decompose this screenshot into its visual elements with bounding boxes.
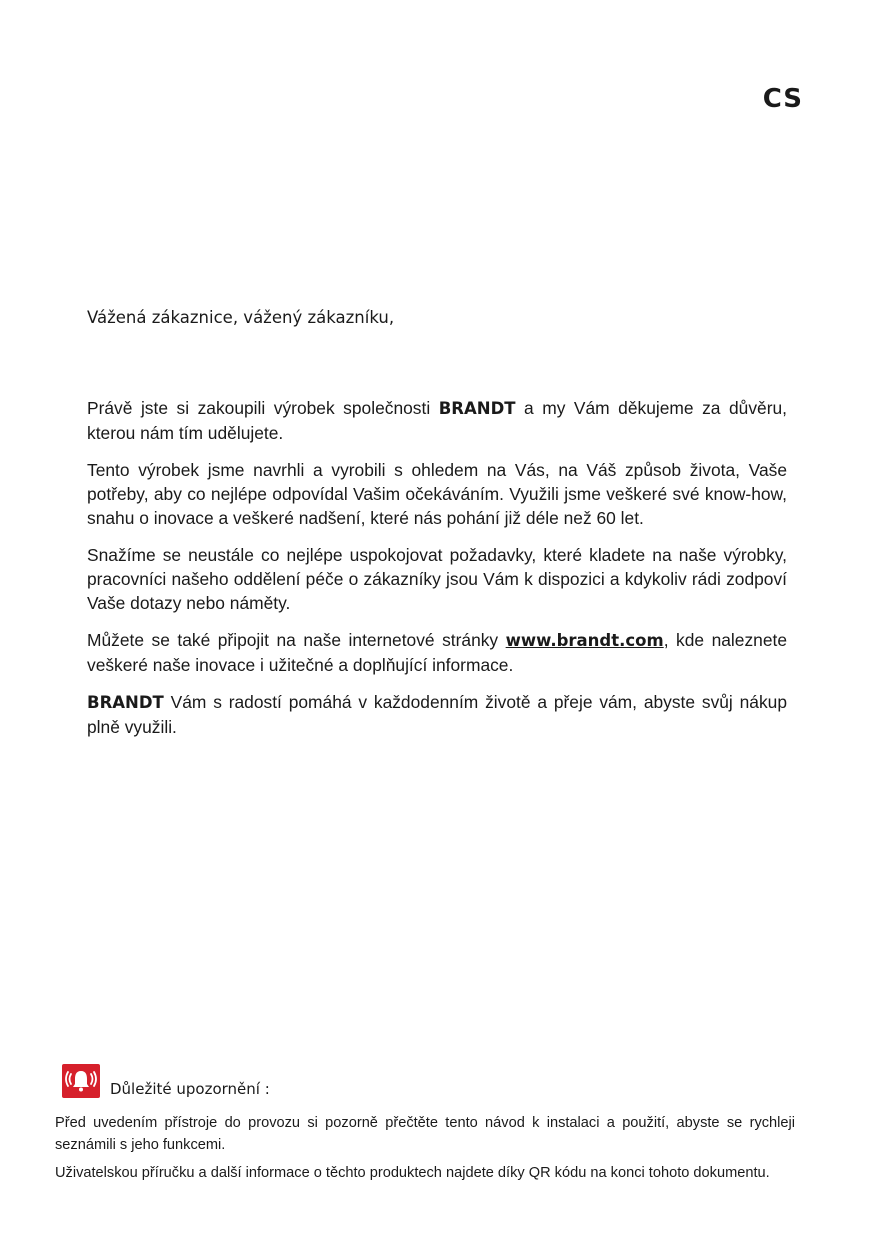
p4-text-a: Můžete se také připojit na naše internetové stránky — [87, 630, 506, 650]
notice-title: Důležité upozornění : — [110, 1080, 270, 1098]
important-notice — [55, 1060, 802, 1190]
paragraph-2: Tento výrobek jsme navrhli a vyrobili s ohledem na Vás, na Váš způsob života, Vaše potřeby, aby co nejlépe odpovídal Vašim očekáváním. Využili jsme veškeré své know-how, snahu o inovace a veškeré nadšení, které nás pohání již déle než 60 let. — [87, 460, 787, 528]
paragraph-1 — [87, 396, 787, 445]
p5-text-b: Vám s radostí pomáhá v každodenním životě a přeje vám, abyste svůj nákup plně využili. — [87, 692, 787, 737]
p4-text-b: , kde naleznete veškeré naše inovace i užitečné a doplňující informace. — [87, 630, 787, 675]
notice-header — [62, 1060, 802, 1098]
body-text — [87, 396, 787, 752]
notice-paragraph-1: Před uvedením přístroje do provozu si pozorně přečtěte tento návod k instalaci a použití, abyste se rychleji seznámili s jeho funkcemi. — [55, 1115, 795, 1153]
p1-text-a: Právě jste si zakoupili výrobek společnosti — [87, 398, 439, 418]
brand-name: BRANDT — [438, 399, 516, 418]
greeting: Vážená zákaznice, vážený zákazníku, — [87, 308, 395, 327]
language-code: CS — [762, 84, 803, 114]
paragraph-3: Snažíme se neustále co nejlépe uspokojovat požadavky, které kladete na naše výrobky, pracovníci našeho oddělení péče o zákazníky jsou Vám k dispozici a kdykoliv rádi zodpoví Vaše dotazy nebo náměty. — [87, 545, 787, 613]
website-link[interactable]: www.brandt.com — [505, 631, 664, 650]
paragraph-5 — [87, 690, 787, 739]
notice-paragraph-2: Uživatelskou příručku a další informace o těchto produktech najdete díky QR kódu na konci tohoto dokumentu. — [55, 1165, 770, 1181]
alarm-bell-icon — [62, 1064, 100, 1098]
p1-text-b: a my Vám děkujeme za důvěru, kterou nám tím udělujete. — [87, 398, 787, 443]
paragraph-4 — [87, 628, 787, 677]
notice-text — [55, 1112, 795, 1184]
brand-name: BRANDT — [87, 693, 164, 712]
